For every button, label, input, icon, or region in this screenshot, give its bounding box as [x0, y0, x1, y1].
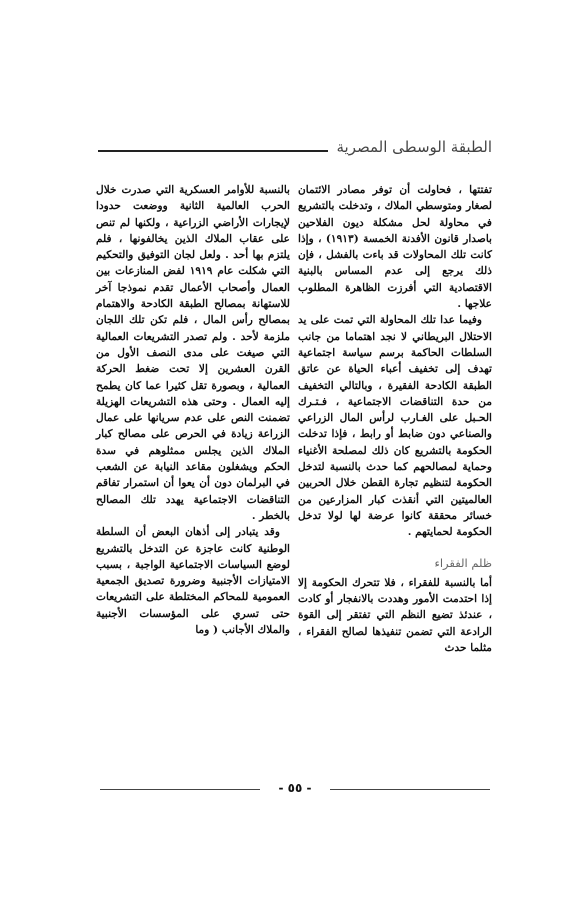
paragraph: أما بالنسبة للفقراء ، فلا تتحرك الحكومة إلا إذا احتدمت الأمور وهددت بالانفجار أو كادت ، عندئذ تضيع النظم التي تفتقر إلى القوة الرادعة التي تضمن تنفيذها لصالح الفقراء ، مثلما حدث: [298, 576, 492, 655]
text-column-left: [96, 182, 290, 638]
paragraph: وفيما عدا تلك المحاولة التي تمت على يد الاحتلال البريطاني لا نجد اهتماما من جانب السلطات الحاكمة برسم سياسة اجتماعية تهدف إلى تخفيف أعباء الحياة عن عاتق الطبقة الكادحة الفقيرة ، وبالتالي التخفيف من حدة التناقضات الاجتماعية ، فـتـرك الحـبل على الغـارب لرأس المال الزراعي والصناعي دون ضابط أو رابط ، فإذا تدخلت الحكومة بالتشريع كان ذلك لمصلحة الأغنياء وحماية لمصالحهم كما حدث بالنسبة لتدخل الحكومة لتنظيم تجارة القطن خلال الحربين العالميتين التي أنقذت كبار المزارعين من خسائر محققة كانوا عرضة لها لولا تدخل الحكومة لحمايتهم .: [298, 314, 492, 539]
running-header: [98, 138, 492, 162]
page-footer: [100, 781, 490, 797]
paragraph: تفتتها ، فحاولت أن توفر مصادر الائتمان لصغار ومتوسطي الملاك ، وتدخلت بالتشريع في محاولة لحل مشكلة ديون الفلاحين باصدار قانون الأفدنة الخمسة (١٩١٣) ، وإذا كانت تلك المحاولات قد باءت بالفشل ، فإن ذلك يرجع إلى عدم المساس بالبنية الاقتصادية التي أفرزت الظاهرة المطلوب علاجها .: [298, 184, 492, 311]
text-column-right: [298, 182, 492, 656]
footer-rule: [100, 789, 260, 790]
header-rule: [98, 150, 328, 152]
paragraph: وقد يتبادر إلى أذهان البعض أن السلطة الوطنية كانت عاجزة عن التدخل بالتشريع لوضع السياسات الاجتماعية الواجبة ، بسبب الامتيازات الأجنبية وضرورة تصديق الجمعية العمومية للمحاكم المختلطة على التشريعات حتى تسري على المؤسسات الأجنبية والملاك الأجانب ( وما: [96, 526, 290, 637]
running-header-title: الطبقة الوسطى المصرية: [336, 138, 492, 156]
footer-rule: [330, 789, 490, 790]
section-heading: ظلم الفقراء: [434, 555, 492, 570]
page-number: - ٥٥ -: [278, 781, 312, 795]
paragraph: بالنسبة للأوامر العسكرية التي صدرت خلال الحرب العالمية الثانية ووضعت حدودا لإيجارات الأراضي الزراعية ، ولكنها لم تنص على عقاب الملاك الذين يخالفونها ، فلم يلتزم بها أحد . ولعل لجان التوفيق والتحكيم التي شكلت عام ١٩١٩ لفض المنازعات بين العمال وأصحاب الأعمال تقدم نموذجا آخر للاستهانة بمصالح الطبقة الكادحة والاهتمام بمصالح رأس المال ، فلم تكن تلك اللجان ملزمة لأحد . ولم تصدر التشريعات العمالية التي صيغت على مدى النصف الأول من القرن العشرين إلا تحت ضغط الحركة العمالية ، وبصورة تقل كثيرا عما كان يطمح إليه العمال . وحتى هذه التشريعات الهزيلة تضمنت النص على عدم سريانها على عمال الزراعة زيادة في الحرص على مصالح كبار الملاك الذين يجلس ممثلوهم في سدة الحكم ويشغلون مقاعد النيابة عن الشعب في البرلمان دون أن يعوا أن استمرار تفاقم التناقضات الاجتماعية يهدد تلك المصالح بالخطر .: [96, 184, 290, 522]
